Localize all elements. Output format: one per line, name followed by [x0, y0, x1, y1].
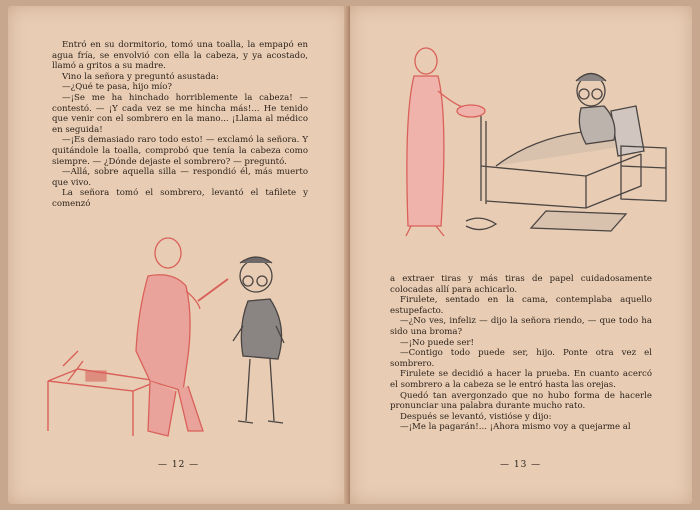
right-page-text — [390, 274, 652, 433]
paragraph: —¡No puede ser! — [400, 337, 474, 348]
paragraph: —¡Se me ha hinchado horriblemente la cabeza! — contestó. — ¡Y cada vez se me hincha más!... He tenido que venir con el sombrero en la mano... ¡Llama al médico en seguida! — [52, 92, 308, 135]
paragraph: Entró en su dormitorio, tomó una toalla, la empapó en agua fría, se envolvió con ella la cabeza, y ya acostado, llamó a gritos a su madre. — [52, 40, 308, 72]
paragraph: Vino la señora y preguntó asustada: — [62, 71, 219, 82]
doctor-illustration — [38, 231, 328, 446]
paragraph: —¿No ves, infeliz — dijo la señora riendo, — que todo ha sido una broma? — [390, 316, 652, 337]
paragraph: —¡Es demasiado raro todo esto! — exclamó la señora. Y quitándole la toalla, comprobó que tenía la cabeza como siempre. — ¿Dónde dejaste el sombrero? — preguntó. — [52, 135, 308, 167]
left-page — [8, 6, 348, 504]
paragraph: —¡Me la pagarán!... ¡Ahora mismo voy a quejarme al — [400, 422, 631, 433]
page-number: — 12 — — [158, 460, 200, 470]
page-number: — 13 — — [500, 460, 542, 470]
paragraph: Después se levantó, vistióse y dijo: — [400, 411, 552, 422]
bedroom-illustration — [386, 36, 676, 246]
paragraph: —Contigo todo puede ser, hijo. Ponte otra vez el sombrero. — [390, 348, 652, 369]
paragraph: Firulete se decidió a hacer la prueba. En cuanto acercó el sombrero a la cabeza se le entró hasta las orejas. — [390, 369, 652, 390]
paragraph: —¿Qué te pasa, hijo mío? — [62, 82, 173, 93]
paragraph: Firulete, sentado en la cama, contemplaba aquello estupefacto. — [390, 295, 652, 316]
right-page — [350, 6, 692, 504]
paragraph: a extraer tiras y más tiras de papel cuidadosamente colocadas allí para achicarlo. — [390, 274, 652, 295]
paragraph: Quedó tan avergonzado que no hubo forma de hacerle pronunciar una palabra durante mucho rato. — [390, 390, 652, 412]
left-page-text — [52, 40, 308, 210]
paragraph: La señora tomó el sombrero, levantó el tafilete y comenzó — [52, 188, 308, 209]
paragraph: —Allá, sobre aquella silla — respondió él, más muerto que vivo. — [52, 167, 308, 188]
